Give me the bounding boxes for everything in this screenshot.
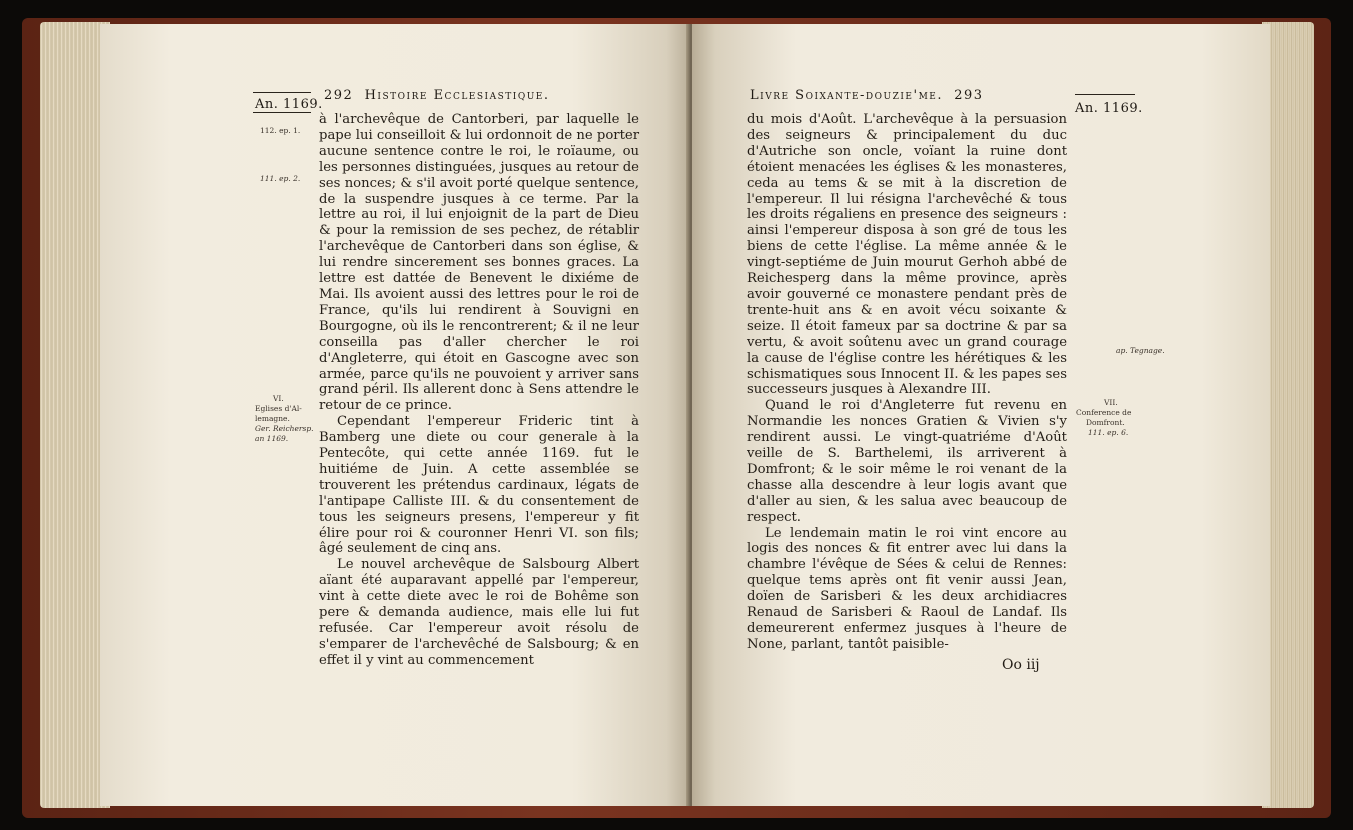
right-page xyxy=(692,24,1270,806)
left-page-number: 292 xyxy=(324,88,354,103)
right-year-mark: An. 1169. xyxy=(1075,101,1143,116)
right-paragraph-1: du mois d'Août. L'archevêque à la persuasion des seigneurs & principalement du duc d'Autriche son oncle, voïant la ruine dont étoient menacées les églises & les monasteres, ceda au tems & se mit à la discretion de l'empereur. Il lui résigna l'archevêché & tous les droits régaliens en presence des seigneurs : ainsi l'empereur disposa à son gré de tous les biens de cette l'église. La même année & le vingt-septiéme de Juin mourut Gerhoh abbé de Reichesperg dans la même province, après avoir gouverné ce monastere pendant près de trente-huit ans & en avoit vécu soixante & seize. Il étoit fameux par sa doctrine & par sa vertu, & avoit soûtenu avec un grand courage la cause de l'église contre les hérétiques & les schismatiques sous Innocent II. & les papes ses successeurs jusques à Alexandre III. xyxy=(747,112,1067,398)
right-section-title-2: Domfront. xyxy=(1086,418,1125,427)
left-running-title: Histoire Ecclesiastique. xyxy=(364,88,550,103)
right-paragraph-3: Le lendemain matin le roi vint encore au logis des nonces & fit entrer avec lui dans la chambre l'évêque de Sées & celui de Rennes: quelque tems après ont fit venir aussi Jean, doïen de Sarisberi & les deux archidiacres Renaud de Sarisberi & Raoul de Landaf. Ils demeurerent enfermez jusques à l'heure de None, parlant, tantôt paisible- xyxy=(747,525,1067,652)
right-section-number: VII. xyxy=(1104,398,1118,407)
left-section-ref: Ger. Reichersp. xyxy=(255,424,314,433)
left-paragraph-3: Le nouvel archevêque de Salsbourg Albert aïant été auparavant appellé par l'empereur, vint à cette diete avec le roi de Bohême son pere & demanda audience, mais elle lui fut refusée. Car l'empereur avoit résolu de s'emparer de l'archevêché de Salsbourg; & en effet il y vint au commencement xyxy=(319,557,639,668)
right-running-title: Livre Soixante-douzie'me. xyxy=(750,88,943,103)
right-margin-ref-1: ap. Tegnage. xyxy=(1116,346,1165,355)
left-body-text xyxy=(319,112,639,669)
left-year-rule-bottom xyxy=(253,112,311,113)
right-year-rule xyxy=(1075,94,1135,95)
right-body-text xyxy=(747,112,1067,653)
left-paragraph-2: Cependant l'empereur Frideric tint à Bamberg une diete ou cour generale à la Pentecôte, qui cette année 1169. fut le huitiéme de Juin. A cette assemblée se trouverent les prétendus cardinaux, légats de l'antipape Calliste III. & du consentement de tous les seigneurs presens, l'empereur y fit élire pour roi & couronner Henri VI. son fils; âgé seulement de cinq ans. xyxy=(319,414,639,557)
right-running-head xyxy=(750,88,984,103)
left-margin-ref-2: 111. ep. 2. xyxy=(260,174,301,183)
signature-mark: Oo iij xyxy=(1002,657,1040,673)
left-section-title-2: lemagne. xyxy=(255,414,290,423)
left-running-head xyxy=(324,88,549,103)
right-paragraph-2: Quand le roi d'Angleterre fut revenu en Normandie les nonces Gratien & Vivien s'y rendirent aussi. Le vingt-quatriéme d'Août veille de S. Barthelemi, ils arriverent à Domfront; & le soir même le roi venant de la chasse alla descendre à leur logis avant que d'aller au sien, & les salua avec beaucoup de respect. xyxy=(747,398,1067,525)
left-year-mark: An. 1169. xyxy=(255,97,323,112)
left-margin-ref-1: 112. ep. 1. xyxy=(260,126,301,135)
left-paragraph-1: à l'archevêque de Cantorberi, par laquelle le pape lui conseilloit & lui ordonnoit de ne porter aucune sentence contre le roi, le roïaume, ou les personnes distinguées, jusques au retour de ses nonces; & s'il avoit porté quelque sentence, de la suspendre jusques à ce terme. Par la lettre au roi, il lui enjoignit de la part de Dieu & pour la remission de ses pechez, de rétablir l'archevêque de Cantorberi dans son église, & lui rendre sincerement ses bonnes graces. La lettre est dattée de Benevent le dixiéme de Mai. Ils avoient aussi des lettres pour le roi de France, qu'ils lui rendirent à Souvigni en Bourgogne, où ils le rencontrerent; & il ne leur conseilla pas d'aller chercher le roi d'Angleterre, qui étoit en Gascogne avec son armée, parce qu'ils ne pouvoient y arriver sans grand péril. Ils allerent donc à Sens attendre le retour de ce prince. xyxy=(319,112,639,414)
right-section-title-1: Conference de xyxy=(1076,408,1132,417)
left-page xyxy=(100,24,690,806)
left-section-year: an 1169. xyxy=(255,434,289,443)
right-section-ref: 111. ep. 6. xyxy=(1088,428,1129,437)
left-section-number: VI. xyxy=(273,394,284,403)
left-year-rule xyxy=(253,92,311,93)
left-section-title-1: Eglises d'Al- xyxy=(255,404,302,413)
right-page-number: 293 xyxy=(954,88,984,103)
